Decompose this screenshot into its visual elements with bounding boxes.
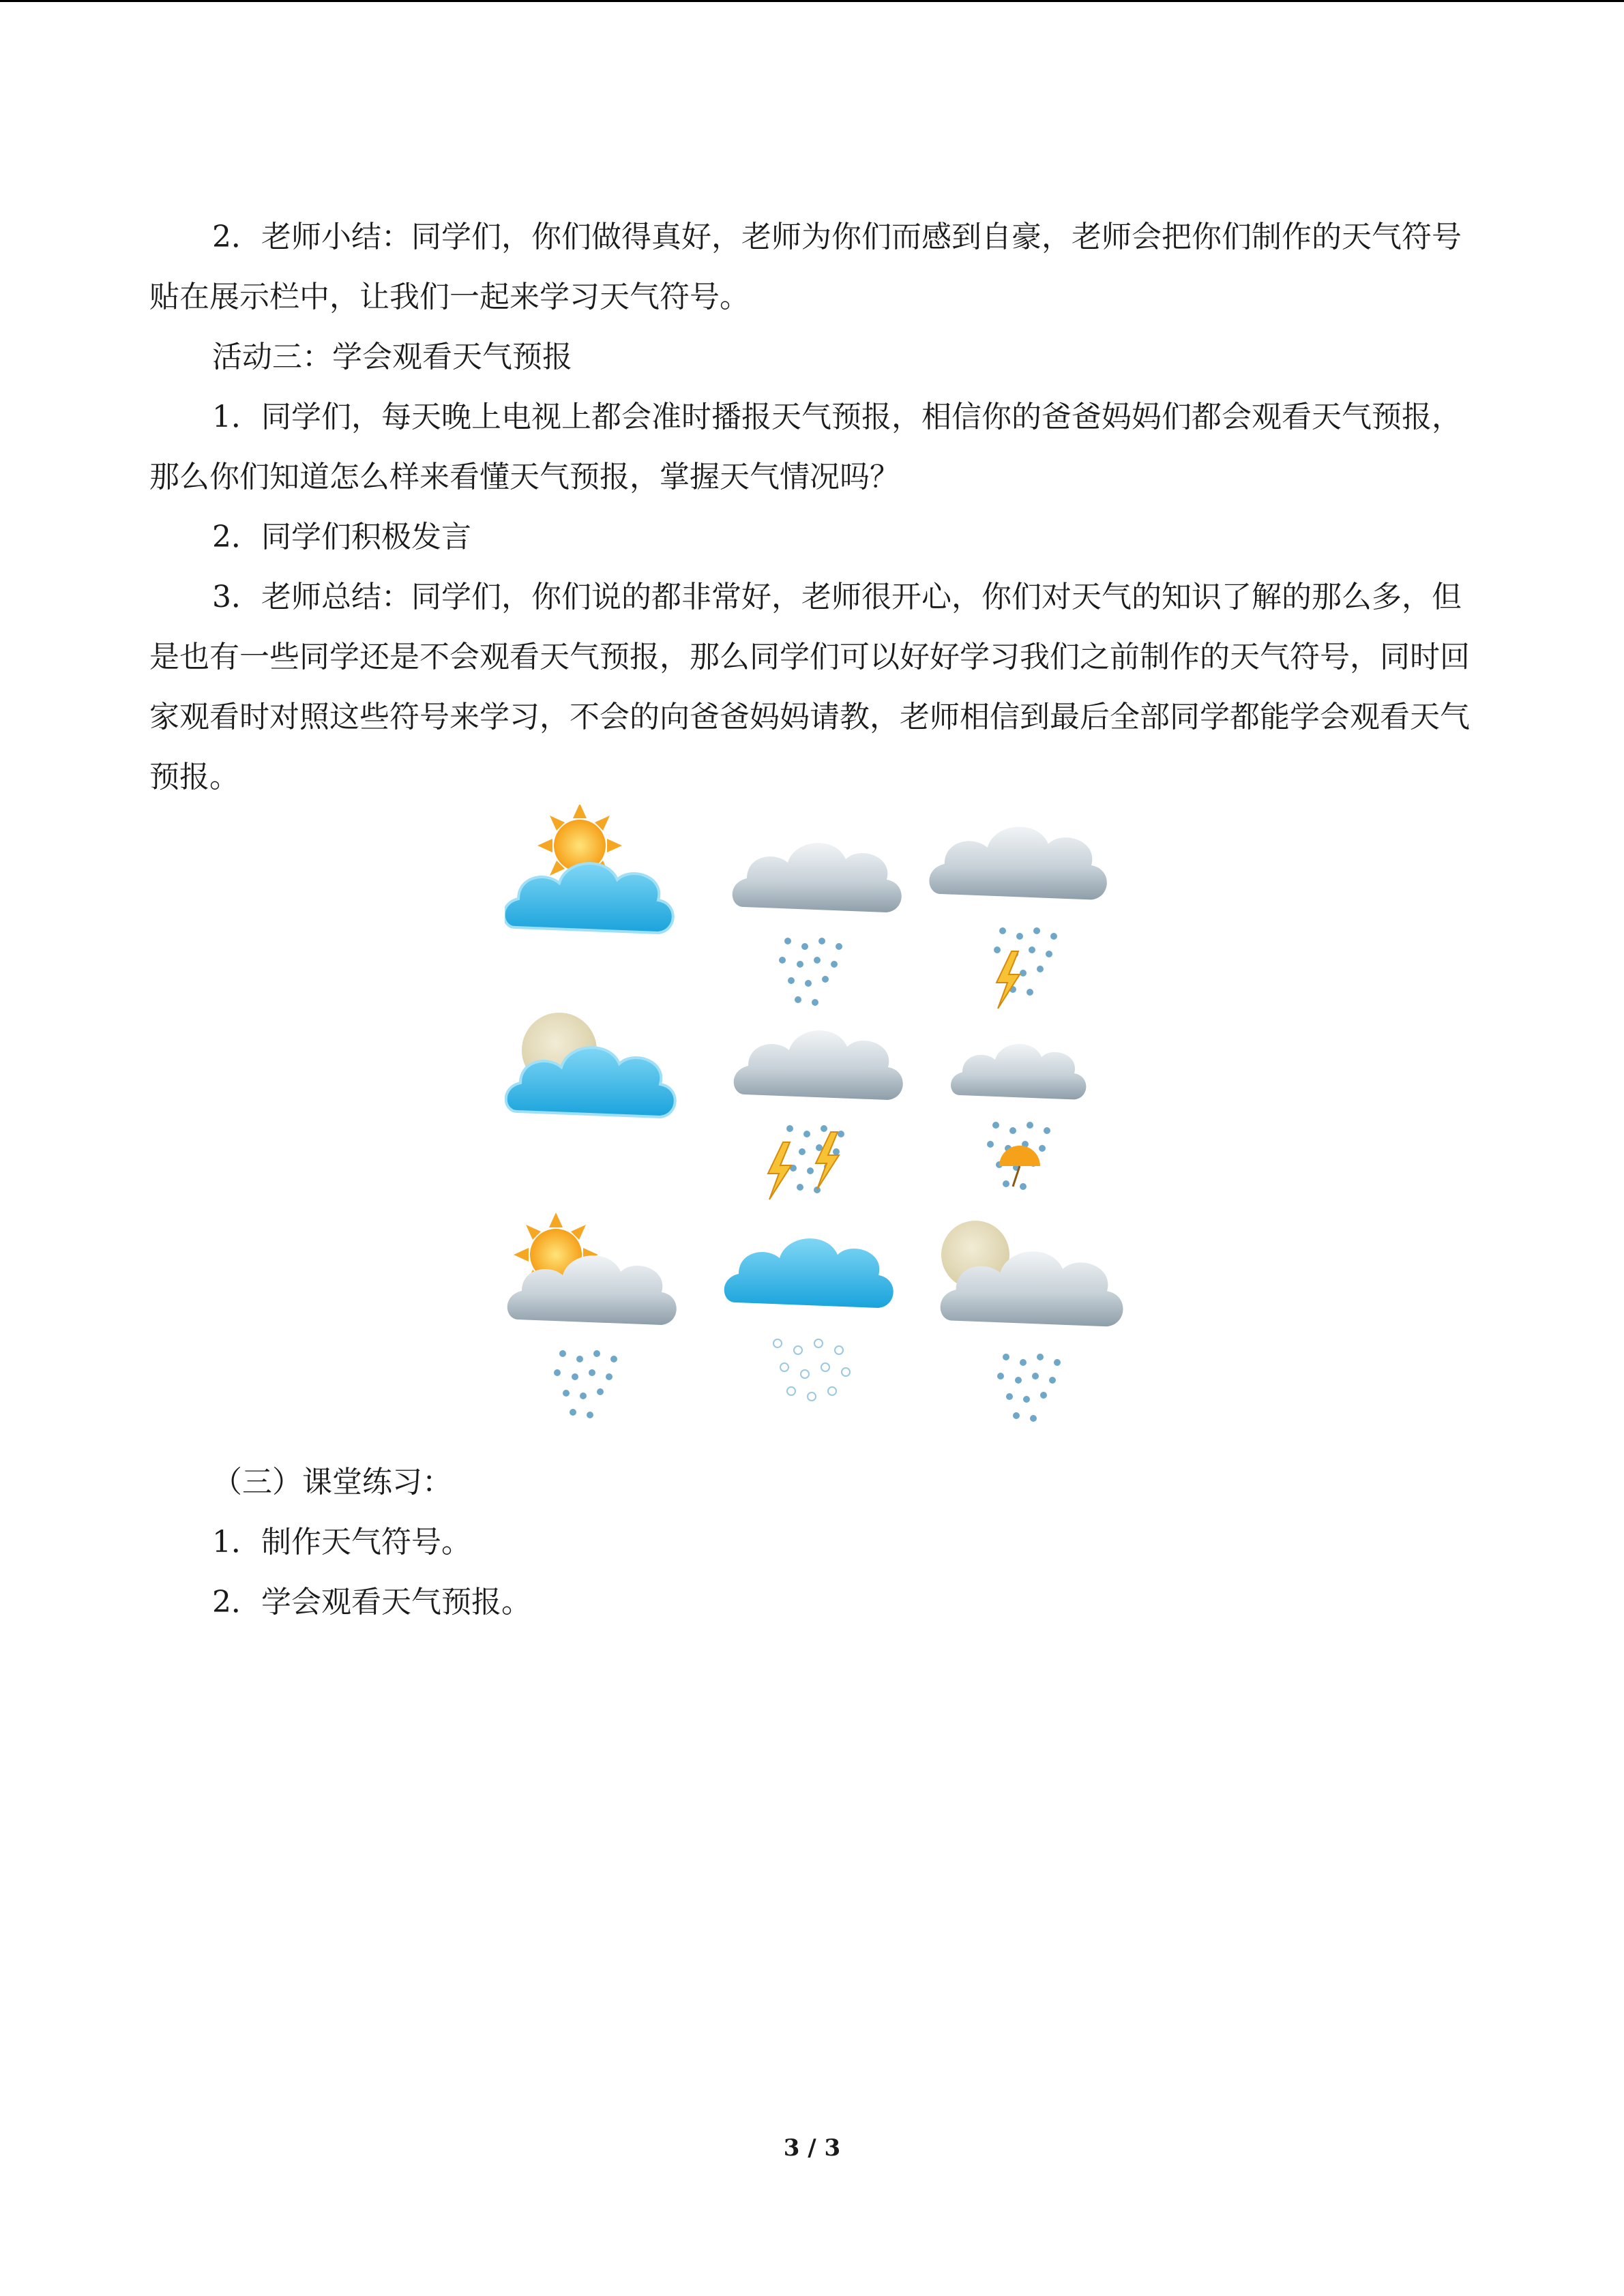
paragraph-weather-forecast-question: 1．同学们，每天晚上电视上都会准时播报天气预报，相信你的爸爸妈妈们都会观看天气预报，那么你们知道怎么样来看懂天气预报，掌握天气情况吗？ <box>149 400 1462 494</box>
moon-rain-icon <box>941 1221 1123 1422</box>
paragraph-activity-three: 活动三：学会观看天气预报 <box>212 340 572 374</box>
list-item-make-symbols: 1．制作天气符号。 <box>212 1525 471 1560</box>
section-heading-classroom-practice: （三）课堂练习： <box>212 1465 452 1500</box>
weather-symbols-image <box>505 805 1125 1432</box>
list-item-watch-forecast: 2．学会观看天气预报。 <box>212 1585 531 1620</box>
sun-rain-icon <box>507 1212 677 1418</box>
snow-icon <box>724 1238 894 1401</box>
rain-icon <box>733 843 902 1006</box>
paragraph-teacher-summary-1: 2．老师小结：同学们，你们做得真好，老师为你们而感到自豪，老师会把你们制作的天气符号贴在展示栏中，让我们一起来学习天气符号。 <box>149 220 1462 314</box>
moon-cloudy-icon <box>506 1013 675 1117</box>
paragraph-students-speak: 2．同学们积极发言 <box>212 520 471 554</box>
thunder-rain-icon <box>734 1030 903 1199</box>
paragraph-teacher-summary-2: 3．老师总结：同学们，你们说的都非常好，老师很开心，你们对天气的知识了解的那么多，但是也有一些同学还是不会观看天气预报，那么同学们可以好好学习我们之前制作的天气符号，同时回家观看时对照这些符号来学习，不会的向爸爸妈妈请教，老师相信到最后全部同学都能学会观看天气预报。 <box>149 580 1470 794</box>
sunny-cloudy-icon <box>505 805 673 933</box>
rain-umbrella-icon <box>951 1044 1086 1190</box>
page-number: 3 / 3 <box>783 2134 841 2162</box>
thunderstorm-icon <box>929 826 1106 1009</box>
top-border-line <box>0 0 1624 2</box>
